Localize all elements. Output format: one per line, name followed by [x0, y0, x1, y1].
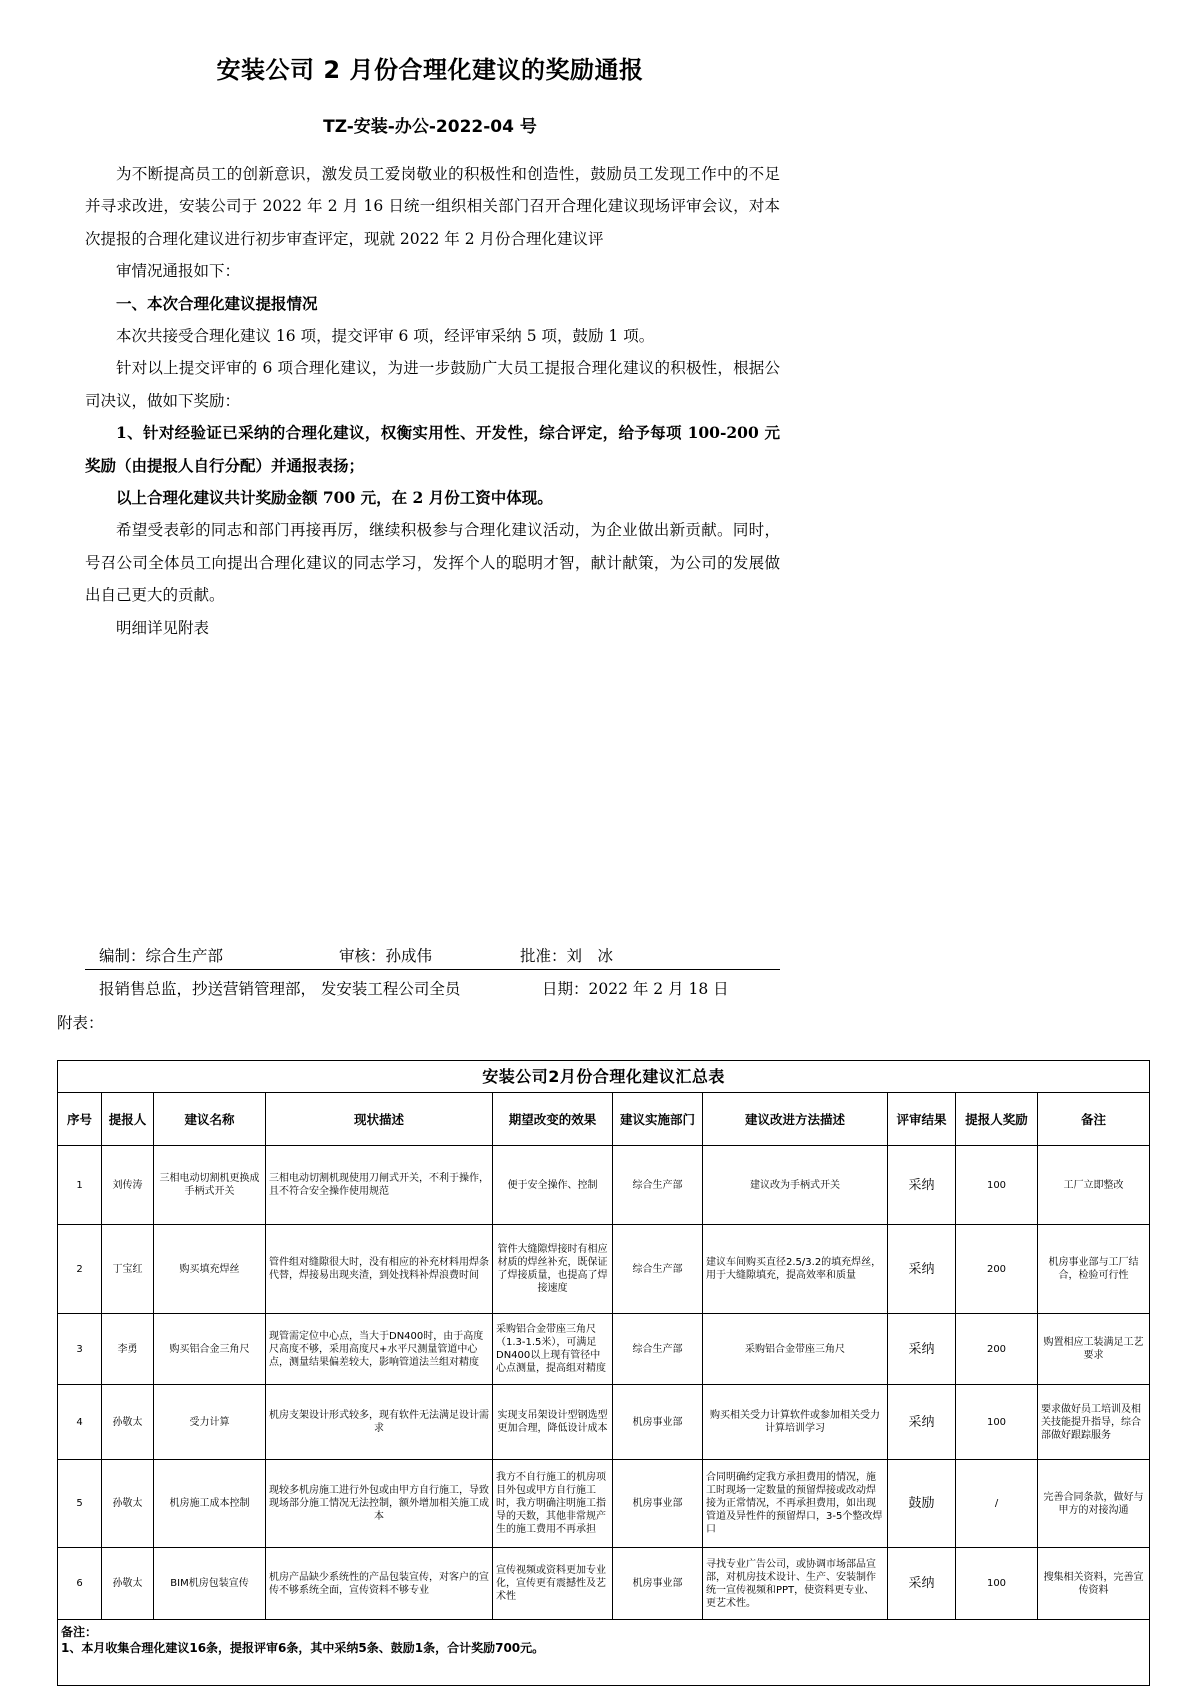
col-header: 评审结果 [888, 1093, 956, 1146]
col-header: 建议改进方法描述 [703, 1093, 888, 1146]
cell: 采纳 [888, 1225, 956, 1314]
cell: BIM机房包装宣传 [154, 1548, 266, 1620]
cell: 6 [58, 1548, 102, 1620]
cell: 要求做好员工培训及相关技能提升指导，综合部做好跟踪服务 [1038, 1385, 1150, 1460]
page-title: 安装公司 2 月份合理化建议的奖励通报 [216, 56, 644, 84]
cell: 现较多机房施工进行外包或由甲方自行施工，导致现场部分施工情况无法控制，额外增加相关施工成本 [266, 1460, 493, 1548]
cell: 完善合同条款，做好与甲方的对接沟通 [1038, 1460, 1150, 1548]
cell: 购置相应工装满足工艺要求 [1038, 1314, 1150, 1385]
table-row [58, 1225, 1150, 1314]
cell: 综合生产部 [613, 1225, 703, 1314]
signoff-divider [85, 969, 780, 970]
cell: 机房事业部 [613, 1460, 703, 1548]
cell: 建议改为手柄式开关 [703, 1146, 888, 1225]
col-header: 期望改变的效果 [493, 1093, 613, 1146]
cell: 机房支架设计形式较多，现有软件无法满足设计需求 [266, 1385, 493, 1460]
prepared-by: 编制：综合生产部 [99, 947, 224, 965]
document-number: TZ-安装-办公-2022-04 号 [323, 117, 537, 137]
cell: 丁宝红 [102, 1225, 154, 1314]
cell: 100 [956, 1548, 1038, 1620]
cell: 采纳 [888, 1385, 956, 1460]
section-heading: 一、本次合理化建议提报情况 [116, 293, 318, 313]
col-header: 建议实施部门 [613, 1093, 703, 1146]
cell: 寻找专业广告公司，或协调市场部品宣部，对机房技术设计、生产、安装制作统一宣传视频和PPT，使资料更专业、更艺术性。 [703, 1548, 888, 1620]
cell: 购买相关受力计算软件或参加相关受力计算培训学习 [703, 1385, 888, 1460]
col-header: 提报人奖励 [956, 1093, 1038, 1146]
col-header: 建议名称 [154, 1093, 266, 1146]
attachment-label: 附表： [57, 1014, 104, 1032]
table-row [58, 1146, 1150, 1225]
reviewed-by: 审核：孙成伟 [339, 947, 433, 965]
cell: 采纳 [888, 1548, 956, 1620]
table-row [58, 1314, 1150, 1385]
table-row [58, 1548, 1150, 1620]
distribution-list: 报销售总监，抄送营销管理部， 发安装工程公司全员 [99, 980, 461, 998]
encouragement-paragraph: 希望受表彰的同志和部门再接再厉，继续积极参与合理化建议活动，为企业做出新贡献。同时，号召公司全体员工向提出合理化建议的同志学习，发挥个人的聪明才智，献计献策，为公司的发展做出自己更大的贡献。 [85, 521, 780, 605]
col-header: 现状描述 [266, 1093, 493, 1146]
cell: 我方不自行施工的机房项目外包或甲方自行施工时，我方明确注明施工指导的天数，其他非常规产生的施工费用不再承担 [493, 1460, 613, 1548]
table-row [58, 1460, 1150, 1548]
cell: 宣传视频或资料更加专业化，宣传更有震撼性及艺术性 [493, 1548, 613, 1620]
cell: 现管需定位中心点，当大于DN400时，由于高度尺高度不够，采用高度尺+水平尺测量管道中心点，测量结果偏差较大，影响管道法兰组对精度 [266, 1314, 493, 1385]
reward-rule-paragraph: 1、针对经验证已采纳的合理化建议，权衡实用性、开发性，综合评定，给予每项 100-200 元奖励（由提报人自行分配）并通报表扬； [85, 423, 780, 475]
cell: 合同明确约定我方承担费用的情况，施工时现场一定数量的预留焊接或改动焊接为正常情况，不再承担费用，如出现管道及异性件的预留焊口，3-5个整改焊口 [703, 1460, 888, 1548]
cell: 刘传涛 [102, 1146, 154, 1225]
table-title: 安装公司2月份合理化建议汇总表 [58, 1061, 1150, 1093]
cell: 1 [58, 1146, 102, 1225]
cell: 购买填充焊丝 [154, 1225, 266, 1314]
cell: 鼓励 [888, 1460, 956, 1548]
cell: 搜集相关资料，完善宣传资料 [1038, 1548, 1150, 1620]
cell: 机房施工成本控制 [154, 1460, 266, 1548]
issue-date: 日期：2022 年 2 月 18 日 [542, 980, 729, 998]
cell: 2 [58, 1225, 102, 1314]
cell: 机房事业部 [613, 1548, 703, 1620]
cell: 200 [956, 1225, 1038, 1314]
cell: 孙敬太 [102, 1548, 154, 1620]
intro-paragraph-end: 审情况通报如下： [116, 262, 241, 281]
cell: 便于安全操作、控制 [493, 1146, 613, 1225]
table-note [58, 1620, 1150, 1686]
col-header: 备注 [1038, 1093, 1150, 1146]
table-header-row [58, 1093, 1150, 1146]
table-note-row [58, 1620, 1150, 1686]
attachment-reference: 明细详见附表 [116, 618, 210, 637]
cell: 采纳 [888, 1146, 956, 1225]
col-header: 序号 [58, 1093, 102, 1146]
cell: 管件组对缝隙很大时，没有相应的补充材料用焊条代替，焊接易出现夹渣，到处找料补焊浪费时间 [266, 1225, 493, 1314]
cell: 200 [956, 1314, 1038, 1385]
cell: 三相电动切割机更换成手柄式开关 [154, 1146, 266, 1225]
col-header: 提报人 [102, 1093, 154, 1146]
cell: 受力计算 [154, 1385, 266, 1460]
cell: 100 [956, 1385, 1038, 1460]
cell: 综合生产部 [613, 1146, 703, 1225]
cell: 李勇 [102, 1314, 154, 1385]
cell: 采购铝合金带座三角尺 [703, 1314, 888, 1385]
cell: 采购铝合金带座三角尺（1.3-1.5米），可满足DN400以上现有管径中心点测量，提高组对精度 [493, 1314, 613, 1385]
cell: / [956, 1460, 1038, 1548]
cell: 综合生产部 [613, 1314, 703, 1385]
cell: 4 [58, 1385, 102, 1460]
cell: 3 [58, 1314, 102, 1385]
cell: 5 [58, 1460, 102, 1548]
notice-body [85, 158, 780, 644]
note-label: 备注： [61, 1625, 98, 1639]
reward-total-paragraph: 以上合理化建议共计奖励金额 700 元，在 2 月份工资中体现。 [116, 488, 553, 508]
cell: 机房事业部与工厂结合，检验可行性 [1038, 1225, 1150, 1314]
summary-paragraph: 本次共接受合理化建议 16 项，提交评审 6 项，经评审采纳 5 项，鼓励 1 项。 [116, 327, 655, 346]
cell: 孙敬太 [102, 1460, 154, 1548]
table-row [58, 1385, 1150, 1460]
approved-by: 批准：刘 冰 [520, 947, 614, 965]
summary-table [57, 1060, 1150, 1686]
intro-paragraph: 为不断提高员工的创新意识，激发员工爱岗敬业的积极性和创造性，鼓励员工发现工作中的不足并寻求改进，安装公司于 2022 年 2 月 16 日统一组织相关部门召开合理化建议现场评审会议，对本次提报的合理化建议进行初步审查评定，现就 2022 年 2 月份合理化建议评 [85, 165, 780, 248]
cell: 采纳 [888, 1314, 956, 1385]
cell: 三相电动切割机现使用刀闸式开关，不利于操作，且不符合安全操作使用规范 [266, 1146, 493, 1225]
reward-intro-paragraph: 针对以上提交评审的 6 项合理化建议，为进一步鼓励广大员工提报合理化建议的积极性，根据公司决议，做如下奖励： [85, 359, 780, 410]
cell: 管件大缝隙焊接时有相应材质的焊丝补充，既保证了焊接质量，也提高了焊接速度 [493, 1225, 613, 1314]
note-text: 1、本月收集合理化建议16条，提报评审6条，其中采纳5条、鼓励1条，合计奖励700元。 [61, 1641, 545, 1655]
cell: 孙敬太 [102, 1385, 154, 1460]
cell: 实现支吊架设计型钢选型更加合理，降低设计成本 [493, 1385, 613, 1460]
cell: 建议车间购买直径2.5/3.2的填充焊丝，用于大缝隙填充，提高效率和质量 [703, 1225, 888, 1314]
cell: 机房事业部 [613, 1385, 703, 1460]
cell: 机房产品缺少系统性的产品包装宣传，对客户的宣传不够系统全面，宣传资料不够专业 [266, 1548, 493, 1620]
cell: 工厂立即整改 [1038, 1146, 1150, 1225]
cell: 购买铝合金三角尺 [154, 1314, 266, 1385]
cell: 100 [956, 1146, 1038, 1225]
